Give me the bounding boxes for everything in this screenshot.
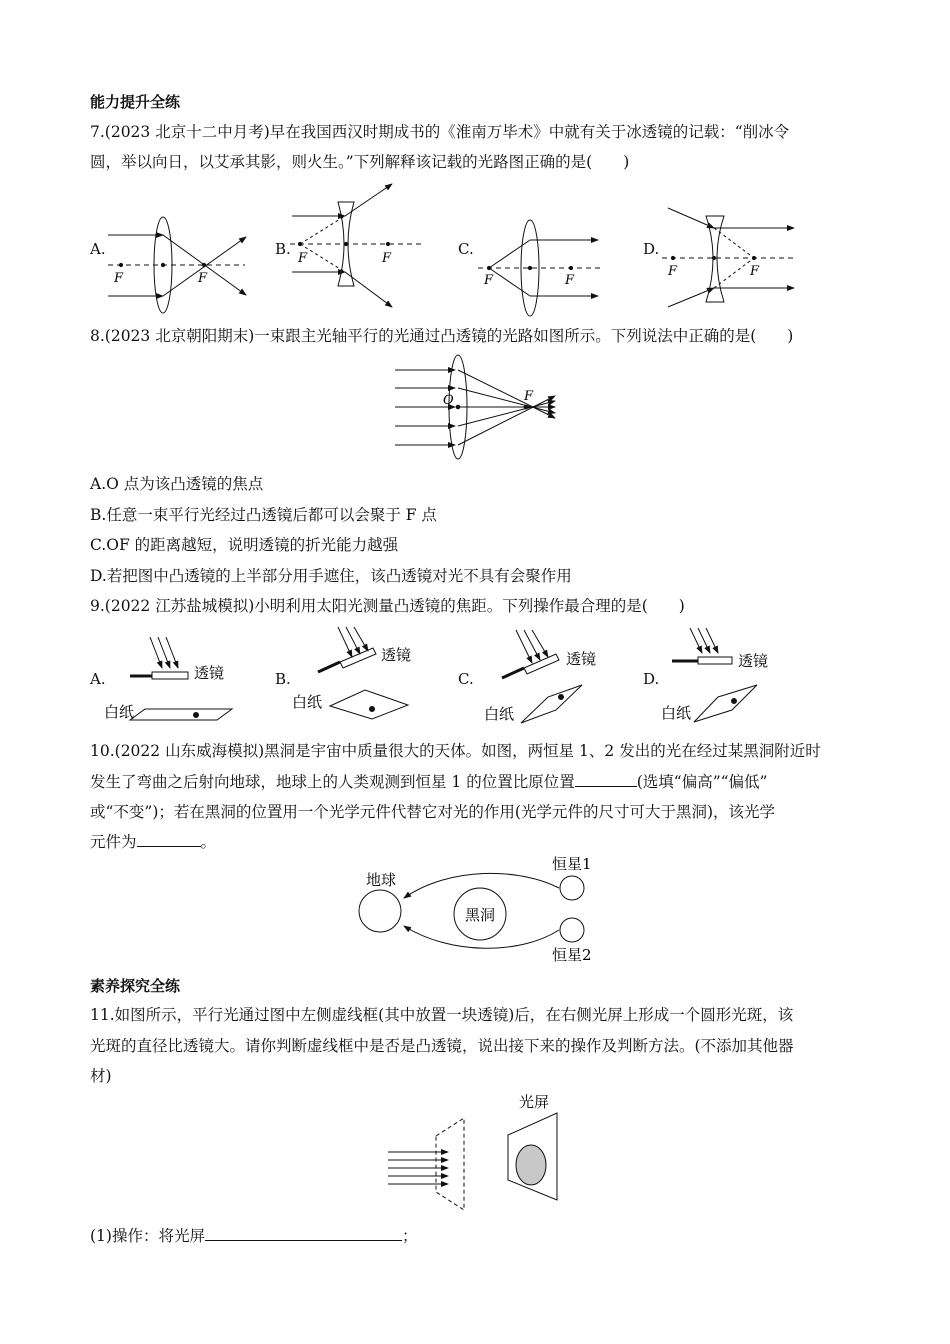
q11-blank-1[interactable]: [205, 1226, 402, 1241]
star1-label: 恒星1: [552, 855, 592, 873]
q7d-f-right: F: [750, 264, 760, 279]
q7d-f-left: F: [668, 264, 678, 279]
q7-line-1: 7.(2023 北京十二中月考)早在我国西汉时期成书的《淮南万毕术》中就有关于冰透镜的记载：“削冰令: [90, 123, 790, 141]
q9d-lens-label: 透镜: [738, 652, 769, 670]
section-heading-ability: 能力提升全练: [90, 93, 181, 111]
q7-option-a-label: A.: [90, 240, 106, 258]
q10-diagram: [0, 852, 950, 967]
q9c-paper-label: 白纸: [484, 705, 515, 723]
q9d-paper-label: 白纸: [661, 704, 692, 722]
q8-stem: 8.(2023 北京朝阳期末)一束跟主光轴平行的光通过凸透镜的光路如图所示。下列说法中正确的是( ): [90, 327, 794, 345]
q8-choice-a: A.O 点为该凸透镜的焦点: [90, 475, 264, 493]
q9-option-d-label: D.: [643, 670, 660, 688]
q10-line-4-text: 元件为: [90, 833, 137, 851]
q9-stem: 9.(2022 江苏盐城模拟)小明利用太阳光测量凸透镜的焦距。下列操作最合理的是( ): [90, 597, 685, 615]
q9-option-b-label: B.: [275, 670, 291, 688]
q7a-f-left: F: [114, 271, 124, 286]
q11-answer-1-end: ；: [401, 1227, 418, 1245]
q8-label-f: F: [524, 389, 534, 404]
dashed-lens-frame: [436, 1118, 464, 1210]
q10-line-1: 10.(2022 山东威海模拟)黑洞是宇宙中质量很大的天体。如图，两恒星 1、2 发出的光在经过某黑洞附近时: [90, 742, 821, 760]
q9-diagram-b: [318, 627, 408, 719]
q9b-paper-label: 白纸: [292, 693, 323, 711]
q7c-f-right: F: [565, 273, 575, 288]
q7-diagram-d: [662, 208, 795, 307]
q7b-f-right: F: [382, 251, 392, 266]
q10-line-2-text: 发生了弯曲之后射向地球，地球上的人类观测到恒星 1 的位置比原位置: [90, 773, 575, 791]
q7-diagram-c: [478, 220, 600, 316]
q11-answer-1-text: (1)操作：将光屏: [90, 1227, 205, 1245]
star2-label: 恒星2: [552, 946, 592, 964]
q7-diagram-b: [290, 184, 425, 307]
q7b-f-left: F: [298, 251, 308, 266]
q8-diagram: [0, 352, 950, 462]
q9-option-a-label: A.: [90, 670, 106, 688]
q7-option-d-label: D.: [643, 240, 660, 258]
q7-option-b-label: B.: [275, 240, 291, 258]
earth-circle: [359, 890, 401, 932]
star1-circle: [560, 876, 584, 900]
q7c-f-left: F: [484, 273, 494, 288]
q8-choice-c: C.OF 的距离越短，说明透镜的折光能力越强: [90, 536, 399, 554]
q7a-f-right: F: [198, 271, 208, 286]
q10-blank-2[interactable]: [137, 832, 201, 847]
q7-diagrams: [0, 178, 950, 318]
q8-label-o: O: [443, 393, 454, 408]
q10-blank-1[interactable]: [575, 772, 637, 787]
q11-line-1: 11.如图所示，平行光通过图中左侧虚线框(其中放置一块透镜)后，在右侧光屏上形成一个圆形光斑，该: [90, 1006, 794, 1024]
q9-diagrams: [0, 622, 950, 732]
q10-line-4: [90, 832, 216, 852]
q7-line-2: 圆，举以向日，以艾承其影，则火生。”下列解释该记载的光路图正确的是( ): [90, 153, 630, 171]
screen-label: 光屏: [519, 1093, 550, 1111]
q7-diagram-a: [108, 217, 246, 313]
q11-line-2: 光斑的直径比透镜大。请你判断虚线框中是否是凸透镜，说出接下来的操作及判断方法。(不添加其他器: [90, 1037, 794, 1055]
q9c-lens-label: 透镜: [566, 650, 597, 668]
q10-line-4-end: 。: [200, 833, 217, 851]
q11-line-3: 材): [90, 1067, 112, 1085]
blackhole-label: 黑洞: [465, 906, 496, 924]
q9-option-c-label: C.: [458, 670, 474, 688]
earth-label: 地球: [366, 871, 397, 889]
star2-circle: [560, 918, 584, 942]
q9b-lens-label: 透镜: [381, 646, 412, 664]
q7-option-c-label: C.: [458, 240, 474, 258]
q9a-lens-label: 透镜: [194, 664, 225, 682]
q8-choice-b: B.任意一束平行光经过凸透镜后都可以会聚于 F 点: [90, 506, 437, 524]
q10-line-2: [90, 772, 767, 792]
q10-line-2-options: (选填“偏高”“偏低”: [636, 773, 768, 791]
light-spot: [516, 1145, 546, 1185]
q10-line-3: 或“不变”)；若在黑洞的位置用一个光学元件代替它对光的作用(光学元件的尺寸可大于黑洞)，该光学: [90, 803, 775, 821]
q8-choice-d: D.若把图中凸透镜的上半部分用手遮住，该凸透镜对光不具有会聚作用: [90, 567, 572, 585]
section-heading-literacy: 素养探究全练: [90, 977, 181, 995]
q11-diagram: [0, 1088, 950, 1218]
q11-answer-1: [90, 1226, 417, 1246]
q9a-paper-label: 白纸: [104, 703, 135, 721]
